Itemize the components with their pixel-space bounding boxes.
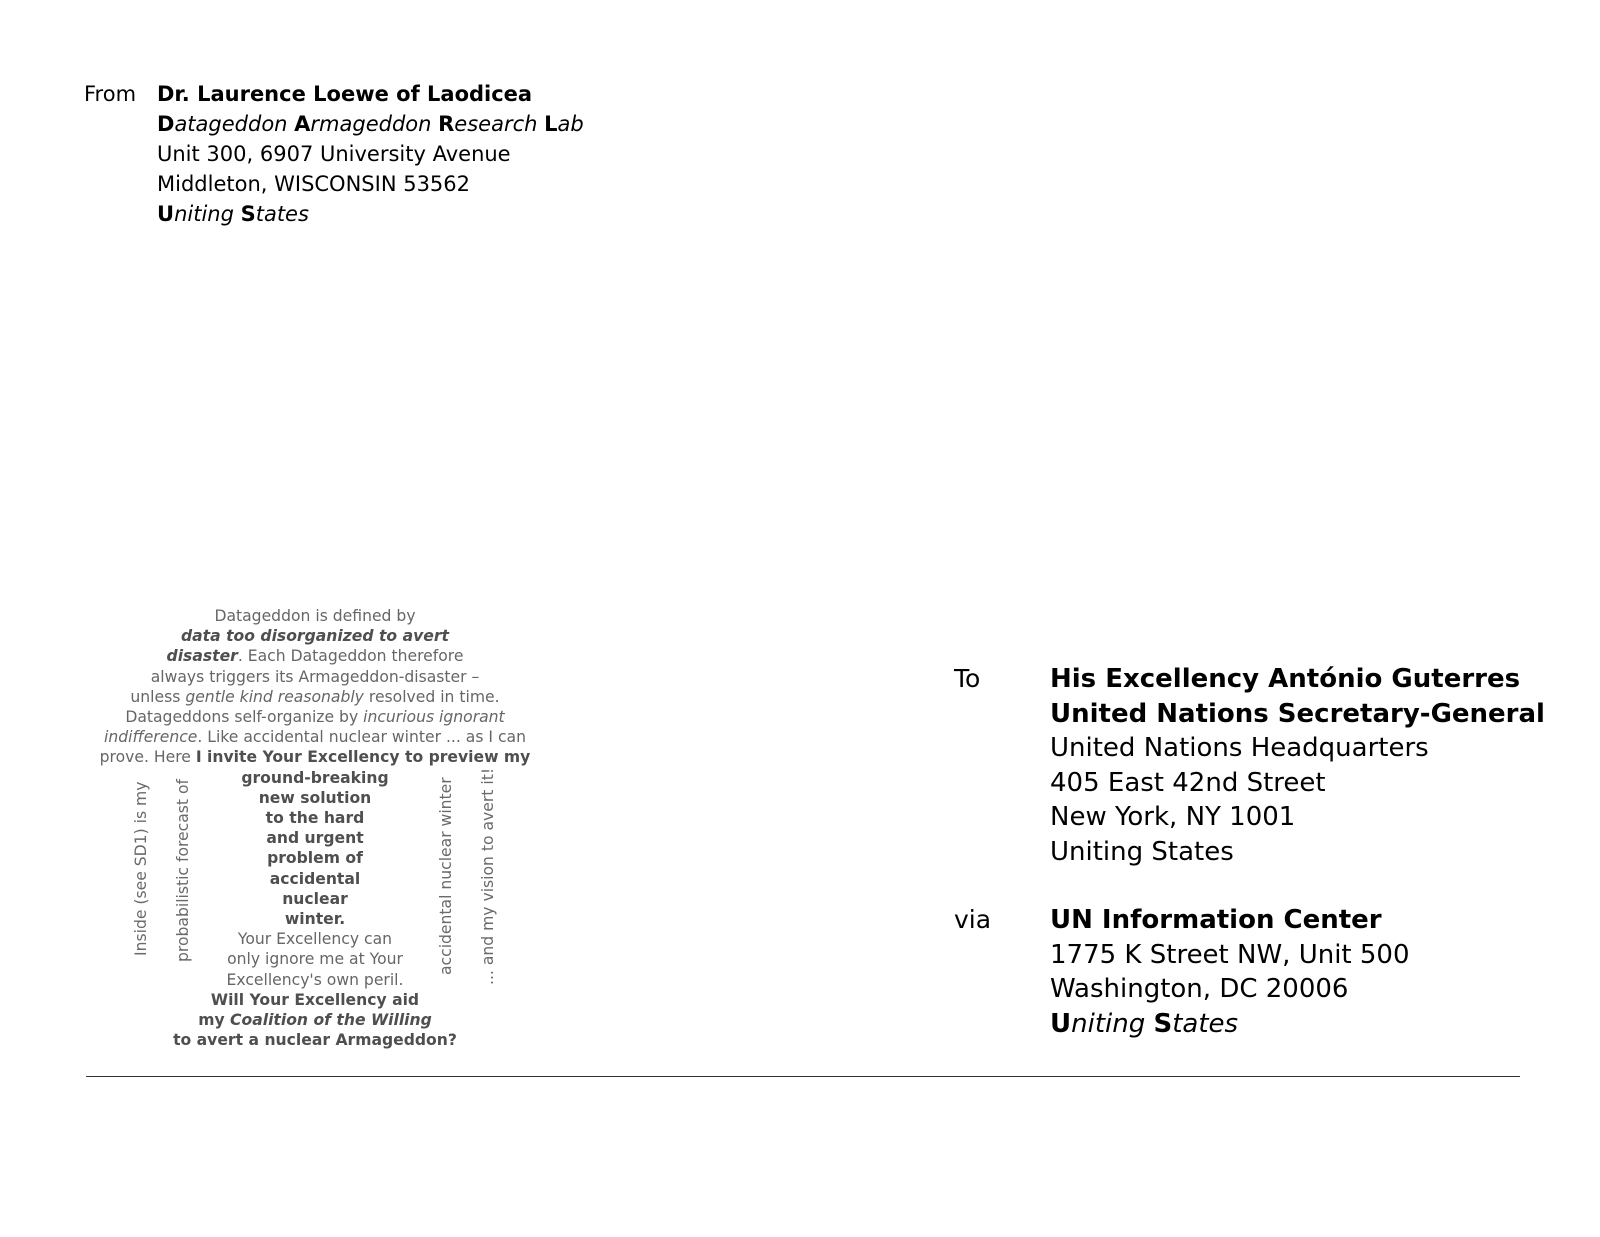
via-city: Washington, DC 20006 xyxy=(1050,974,1349,1004)
sender-name: Dr. Laurence Loewe of Laodicea xyxy=(157,82,533,106)
recipient-country: Uniting States xyxy=(1050,836,1234,867)
blurb-line: only ignore me at Your xyxy=(227,950,403,969)
blurb-line: prove. Here I invite Your Excellency to preview my xyxy=(99,748,531,767)
via-address xyxy=(1050,903,1410,1041)
blurb-line: always triggers its Armageddon-disaster – xyxy=(150,667,480,686)
sender-country: Uniting States xyxy=(157,202,309,226)
via-country: Uniting States xyxy=(1050,1008,1239,1039)
side-text-right-1: accidental nuclear winter xyxy=(437,777,455,975)
blurb-question-line: Will Your Excellency aid xyxy=(210,990,420,1009)
recipient-organization: United Nations Headquarters xyxy=(1050,733,1429,763)
recipient-address xyxy=(1050,662,1545,869)
blurb-core-line: problem of xyxy=(267,849,363,868)
blurb-line: Your Excellency can xyxy=(237,930,393,949)
blurb-question-line: my Coalition of the Willing xyxy=(198,1011,432,1030)
blurb-core-line: nuclear xyxy=(282,889,348,908)
recipient-name: His Excellency António Guterres xyxy=(1050,664,1521,694)
recipient-title: United Nations Secretary-General xyxy=(1050,698,1545,729)
blurb-line: data too disorganized to avert xyxy=(181,627,449,646)
via-label: via xyxy=(954,905,992,934)
blurb-core-line: ground-breaking xyxy=(241,768,389,787)
blurb-core-line: winter. xyxy=(284,910,346,929)
blurb-line: unless gentle kind reasonably resolved in time. xyxy=(130,687,500,706)
blurb-line: disaster. Each Datageddon therefore xyxy=(166,647,464,666)
blurb-line: Excellency's own peril. xyxy=(226,970,404,989)
sender-street: Unit 300, 6907 University Avenue xyxy=(157,142,511,166)
to-label: To xyxy=(954,664,981,693)
blurb-question-line: to avert a nuclear Armageddon? xyxy=(173,1031,457,1050)
side-text-right-2: ... and my vision to avert it! xyxy=(479,767,497,985)
sender-city: Middleton, WISCONSIN 53562 xyxy=(157,172,471,196)
blurb-line: indifference. Like accidental nuclear winter ... as I can xyxy=(104,728,526,747)
blurb-line: Datageddon is defined by xyxy=(214,607,416,625)
blurb-line: Datageddons self-organize by incurious ignorant xyxy=(125,708,505,727)
datageddon-blurb xyxy=(84,606,546,1050)
via-street: 1775 K Street NW, Unit 500 xyxy=(1050,939,1410,970)
blurb-core-line: accidental xyxy=(269,869,361,888)
sender-address xyxy=(157,79,584,229)
from-label: From xyxy=(84,82,137,106)
sender-organization: Datageddon Armageddon Research Lab xyxy=(157,112,584,136)
side-text-left-2: probabilistic forecast of xyxy=(174,778,192,962)
recipient-street: 405 East 42nd Street xyxy=(1050,767,1326,798)
via-name: UN Information Center xyxy=(1050,905,1382,935)
blurb-core-line: new solution xyxy=(258,788,372,807)
blurb-core-line: to the hard xyxy=(265,809,365,828)
bottom-divider xyxy=(86,1076,1520,1077)
recipient-city: New York, NY 1001 xyxy=(1050,802,1296,832)
blurb-core-line: and urgent xyxy=(266,829,364,848)
side-text-left-1: Inside (see SD1) is my xyxy=(132,781,150,956)
